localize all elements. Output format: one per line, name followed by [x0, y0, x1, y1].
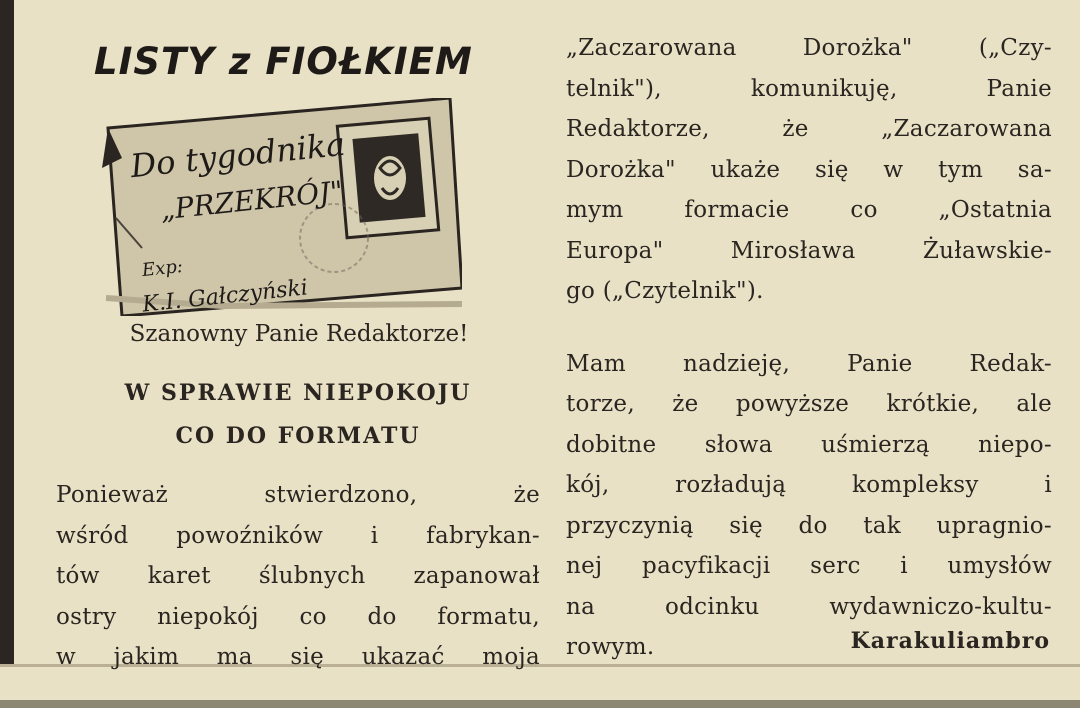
article-heading: [56, 372, 540, 458]
author-signature: Karakuliambro: [850, 628, 1050, 654]
text-line: Mam nadzieję, Panie Redak-: [566, 350, 1052, 377]
text-line: tów karet ślubnych zapanował: [56, 563, 540, 589]
left-column-rule: [0, 0, 14, 665]
paragraph: [566, 28, 1052, 312]
envelope-illustration: [102, 98, 462, 316]
masthead-illustration: [88, 30, 488, 320]
envelope-sender-name: K.I. Gałczyński: [141, 275, 309, 318]
text-line: Europa" Mirosława Żuławskie-: [566, 237, 1052, 264]
text-line: Dorożka" ukaże się w tym sa-: [566, 156, 1052, 183]
text-line: na odcinku wydawniczo-kultu-: [566, 593, 1052, 620]
text-line: ostry niepokój co do formatu,: [56, 603, 540, 630]
masthead-title: LISTY z FIOŁKIEM: [94, 40, 473, 83]
text-line: Redaktorze, że „Zaczarowana: [566, 116, 1052, 142]
page-edge-shadow: [0, 700, 1080, 708]
text-line: wśród powoźników i fabrykan-: [56, 522, 540, 549]
envelope-sender-label: Exp:: [141, 255, 184, 282]
text-line: Ponieważ stwierdzono, że: [56, 482, 540, 508]
postage-stamp-icon: [337, 118, 438, 238]
text-line: rowym.: [566, 634, 655, 660]
text-line: nej pacyfikacji serc i umysłów: [566, 553, 1052, 579]
text-line: przyczynią się do tak upragnio-: [566, 512, 1052, 539]
right-column-text: [566, 28, 1052, 668]
greeting: Szanowny Panie Redaktorze!: [129, 321, 469, 347]
text-line: w jakim ma się ukazać moja: [56, 644, 540, 670]
heading-line: CO DO FORMATU: [175, 423, 421, 449]
text-line: „Zaczarowana Dorożka" („Czy-: [566, 35, 1052, 61]
text-line: telnik"), komunikuję, Panie: [566, 75, 1052, 102]
text-line: kój, rozładują kompleksy i: [566, 472, 1052, 498]
paragraph: [566, 344, 1052, 668]
envelope-address-line2: „PRZEKRÓJ": [158, 174, 345, 227]
heading-line: W SPRAWIE NIEPOKOJU: [124, 380, 472, 406]
text-line: torze, że powyższe krótkie, ale: [566, 391, 1052, 417]
text-line: go („Czytelnik").: [566, 278, 764, 304]
left-column-text: [56, 475, 540, 678]
text-line: dobitne słowa uśmierzą niepo-: [566, 431, 1052, 458]
envelope-address-line1: Do tygodnika: [128, 124, 347, 186]
text-line: mym formacie co „Ostatnia: [566, 197, 1052, 223]
